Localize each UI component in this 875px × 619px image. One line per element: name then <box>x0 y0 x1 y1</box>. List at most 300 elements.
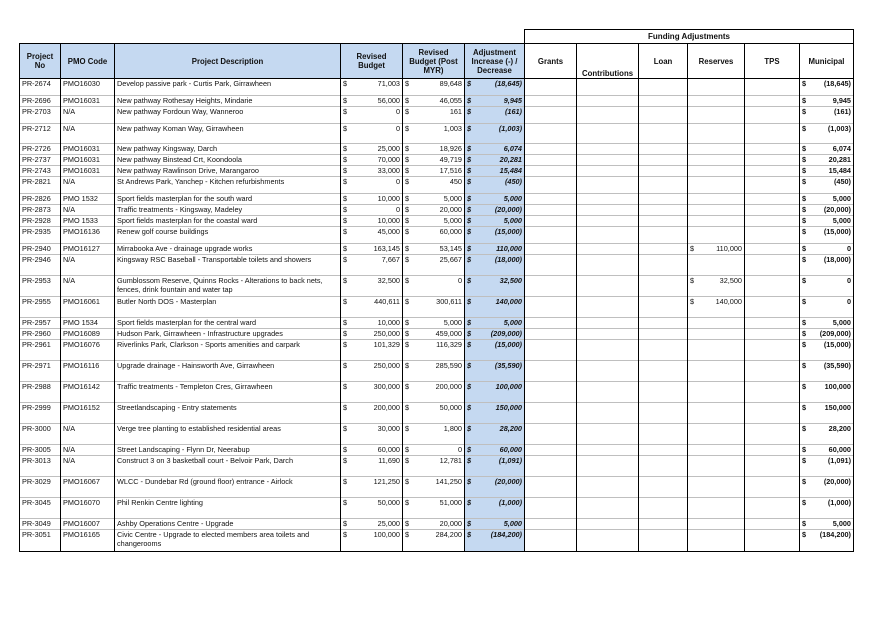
header-description: Project Description <box>115 44 341 79</box>
project-no-cell: PR-2955 <box>20 297 61 318</box>
municipal-cell <box>800 177 854 194</box>
municipal-cell <box>800 340 854 361</box>
contributions-cell <box>577 382 639 403</box>
funding-adjustments-header: Funding Adjustments <box>525 30 854 44</box>
amount: 116,329 <box>436 340 462 349</box>
description-cell: Traffic treatments - Kingsway, Madeley <box>115 205 341 216</box>
currency-symbol: $ <box>343 361 348 370</box>
amount: 15,484 <box>828 166 851 175</box>
amount: 60,000 <box>439 227 462 236</box>
table-row <box>20 177 854 194</box>
description-cell: WLCC - Dundebar Rd (ground floor) entrance - Airlock <box>115 477 341 498</box>
municipal-cell <box>800 297 854 318</box>
reserves-cell <box>688 155 745 166</box>
currency-symbol: $ <box>343 329 348 338</box>
currency-symbol: $ <box>343 530 348 539</box>
revised-budget-cell <box>341 329 403 340</box>
amount: (1,091) <box>498 456 522 465</box>
adjustment-cell <box>465 382 525 403</box>
amount: 121,250 <box>373 477 400 486</box>
pmo-code-cell: PMO16031 <box>61 96 115 107</box>
revised-post-cell <box>403 205 465 216</box>
municipal-cell <box>800 403 854 424</box>
currency-symbol: $ <box>802 255 807 264</box>
amount: 46,055 <box>439 96 462 105</box>
reserves-cell <box>688 403 745 424</box>
contributions-cell <box>577 329 639 340</box>
adjustment-cell <box>465 498 525 519</box>
municipal-cell <box>800 155 854 166</box>
currency-symbol: $ <box>343 227 348 236</box>
table-row <box>20 205 854 216</box>
revised-post-cell <box>403 456 465 477</box>
loan-cell <box>639 124 688 144</box>
currency-symbol: $ <box>802 361 807 370</box>
currency-symbol: $ <box>343 194 348 203</box>
pmo-code-cell: PMO16031 <box>61 155 115 166</box>
amount: 200,000 <box>435 382 462 391</box>
currency-symbol: $ <box>405 456 410 465</box>
amount: (18,000) <box>494 255 522 264</box>
adjustment-cell <box>465 361 525 382</box>
amount: 60,000 <box>377 445 400 454</box>
revised-post-cell <box>403 530 465 552</box>
loan-cell <box>639 194 688 205</box>
description-cell: Hudson Park, Girrawheen - Infrastructure upgrades <box>115 329 341 340</box>
amount: 20,281 <box>828 155 851 164</box>
pmo-code-cell: PMO 1534 <box>61 318 115 329</box>
table-body <box>20 79 854 552</box>
grants-cell <box>525 227 577 244</box>
pmo-code-cell: PMO16116 <box>61 361 115 382</box>
currency-symbol: $ <box>467 498 472 507</box>
amount: 163,145 <box>373 244 400 253</box>
currency-symbol: $ <box>405 227 410 236</box>
reserves-cell <box>688 530 745 552</box>
grants-cell <box>525 194 577 205</box>
municipal-cell <box>800 329 854 340</box>
adjustment-cell <box>465 227 525 244</box>
currency-symbol: $ <box>467 107 472 116</box>
tps-cell <box>745 361 800 382</box>
currency-symbol: $ <box>467 329 472 338</box>
adjustment-cell <box>465 216 525 227</box>
funding-adjustments-table <box>19 29 854 552</box>
reserves-cell <box>688 276 745 297</box>
project-no-cell: PR-2712 <box>20 124 61 144</box>
amount: 9,945 <box>832 96 851 105</box>
municipal-cell <box>800 519 854 530</box>
tps-cell <box>745 456 800 477</box>
currency-symbol: $ <box>405 79 410 88</box>
amount: (15,000) <box>823 227 851 236</box>
currency-symbol: $ <box>343 340 348 349</box>
amount: (1,091) <box>827 456 851 465</box>
column-header-row <box>20 44 854 79</box>
pmo-code-cell: PMO16076 <box>61 340 115 361</box>
reserves-cell <box>688 96 745 107</box>
revised-post-cell <box>403 166 465 177</box>
currency-symbol: $ <box>405 124 410 133</box>
amount: 300,000 <box>373 382 400 391</box>
currency-symbol: $ <box>802 456 807 465</box>
revised-budget-cell <box>341 318 403 329</box>
tps-cell <box>745 255 800 276</box>
revised-budget-cell <box>341 227 403 244</box>
amount: 200,000 <box>373 403 400 412</box>
description-cell: Renew golf course buildings <box>115 227 341 244</box>
contributions-cell <box>577 403 639 424</box>
amount: 5,000 <box>443 318 462 327</box>
description-cell: New pathway Binstead Crt, Koondoola <box>115 155 341 166</box>
contributions-cell <box>577 194 639 205</box>
reserves-cell <box>688 244 745 255</box>
pmo-code-cell: N/A <box>61 424 115 445</box>
amount: (20,000) <box>823 205 851 214</box>
reserves-cell <box>688 329 745 340</box>
amount: 60,000 <box>828 445 851 454</box>
amount: 33,000 <box>377 166 400 175</box>
contributions-cell <box>577 107 639 124</box>
currency-symbol: $ <box>467 382 472 391</box>
revised-post-cell <box>403 79 465 96</box>
currency-symbol: $ <box>405 155 410 164</box>
table-row <box>20 361 854 382</box>
amount: (184,200) <box>819 530 851 539</box>
adjustment-cell <box>465 456 525 477</box>
pmo-code-cell: PMO16007 <box>61 519 115 530</box>
amount: 10,000 <box>377 318 400 327</box>
currency-symbol: $ <box>343 318 348 327</box>
reserves-cell <box>688 216 745 227</box>
description-cell: Sport fields masterplan for the south ward <box>115 194 341 205</box>
tps-cell <box>745 530 800 552</box>
contributions-cell <box>577 244 639 255</box>
adjustment-cell <box>465 297 525 318</box>
loan-cell <box>639 177 688 194</box>
currency-symbol: $ <box>405 445 410 454</box>
adjustment-cell <box>465 445 525 456</box>
amount: (161) <box>504 107 522 116</box>
grants-cell <box>525 177 577 194</box>
currency-symbol: $ <box>802 276 807 285</box>
grants-cell <box>525 340 577 361</box>
loan-cell <box>639 340 688 361</box>
currency-symbol: $ <box>343 382 348 391</box>
description-cell: Ashby Operations Centre - Upgrade <box>115 519 341 530</box>
tps-cell <box>745 244 800 255</box>
currency-symbol: $ <box>802 519 807 528</box>
currency-symbol: $ <box>802 424 807 433</box>
grants-cell <box>525 96 577 107</box>
amount: 53,145 <box>439 244 462 253</box>
table-row <box>20 155 854 166</box>
tps-cell <box>745 498 800 519</box>
currency-symbol: $ <box>343 424 348 433</box>
amount: 459,000 <box>435 329 462 338</box>
amount: 20,281 <box>499 155 522 164</box>
description-cell: New pathway Rothesay Heights, Mindarie <box>115 96 341 107</box>
adjustment-cell <box>465 424 525 445</box>
amount: 25,000 <box>377 144 400 153</box>
amount: (18,645) <box>823 79 851 88</box>
tps-cell <box>745 124 800 144</box>
revised-post-cell <box>403 276 465 297</box>
amount: 18,926 <box>439 144 462 153</box>
amount: 56,000 <box>377 96 400 105</box>
reserves-cell <box>688 297 745 318</box>
currency-symbol: $ <box>343 519 348 528</box>
currency-symbol: $ <box>802 205 807 214</box>
revised-budget-cell <box>341 177 403 194</box>
project-no-cell: PR-2674 <box>20 79 61 96</box>
loan-cell <box>639 318 688 329</box>
amount: 15,484 <box>499 166 522 175</box>
description-cell: Sport fields masterplan for the central ward <box>115 318 341 329</box>
adjustment-cell <box>465 177 525 194</box>
municipal-cell <box>800 166 854 177</box>
amount: 7,667 <box>381 255 400 264</box>
currency-symbol: $ <box>405 318 410 327</box>
amount: 89,648 <box>439 79 462 88</box>
amount: 12,781 <box>439 456 462 465</box>
project-no-cell: PR-2696 <box>20 96 61 107</box>
project-no-cell: PR-3013 <box>20 456 61 477</box>
adjustment-cell <box>465 96 525 107</box>
adjustment-cell <box>465 329 525 340</box>
amount: 440,611 <box>374 297 400 306</box>
description-cell: Kingsway RSC Baseball - Transportable toilets and showers <box>115 255 341 276</box>
project-no-cell: PR-2940 <box>20 244 61 255</box>
contributions-cell <box>577 340 639 361</box>
project-no-cell: PR-2960 <box>20 329 61 340</box>
municipal-cell <box>800 382 854 403</box>
amount: 50,000 <box>377 498 400 507</box>
description-cell: Construct 3 on 3 basketball court - Belvoir Park, Darch <box>115 456 341 477</box>
amount: 0 <box>395 177 400 186</box>
currency-symbol: $ <box>467 519 472 528</box>
currency-symbol: $ <box>405 216 410 225</box>
amount: (18,645) <box>494 79 522 88</box>
tps-cell <box>745 216 800 227</box>
currency-symbol: $ <box>343 456 348 465</box>
header-adjustment: Adjustment Increase (-) / Decrease <box>465 44 525 79</box>
currency-symbol: $ <box>343 107 348 116</box>
grants-cell <box>525 318 577 329</box>
amount: 0 <box>457 445 462 454</box>
revised-post-cell <box>403 244 465 255</box>
description-cell: New pathway Rawlinson Drive, Marangaroo <box>115 166 341 177</box>
loan-cell <box>639 477 688 498</box>
adjustment-cell <box>465 530 525 552</box>
amount: (1,000) <box>827 498 851 507</box>
amount: (35,590) <box>823 361 851 370</box>
project-no-cell: PR-3029 <box>20 477 61 498</box>
currency-symbol: $ <box>343 244 348 253</box>
tps-cell <box>745 205 800 216</box>
tps-cell <box>745 79 800 96</box>
currency-symbol: $ <box>343 498 348 507</box>
currency-symbol: $ <box>802 216 807 225</box>
amount: 32,500 <box>719 276 742 285</box>
header-tps: TPS <box>745 44 800 79</box>
contributions-cell <box>577 318 639 329</box>
grants-cell <box>525 477 577 498</box>
municipal-cell <box>800 79 854 96</box>
description-cell: Sport fields masterplan for the coastal ward <box>115 216 341 227</box>
header-grants: Grants <box>525 44 577 79</box>
amount: 20,000 <box>439 205 462 214</box>
table-row <box>20 519 854 530</box>
amount: 250,000 <box>373 361 400 370</box>
revised-post-cell <box>403 477 465 498</box>
tps-cell <box>745 329 800 340</box>
amount: 0 <box>846 276 851 285</box>
municipal-cell <box>800 227 854 244</box>
adjustment-cell <box>465 107 525 124</box>
adjustment-cell <box>465 79 525 96</box>
currency-symbol: $ <box>802 177 807 186</box>
currency-symbol: $ <box>802 477 807 486</box>
revised-budget-cell <box>341 530 403 552</box>
project-no-cell: PR-2873 <box>20 205 61 216</box>
grants-cell <box>525 456 577 477</box>
amount: 140,000 <box>495 297 522 306</box>
revised-post-cell <box>403 96 465 107</box>
amount: 6,074 <box>832 144 851 153</box>
header-pmo-code: PMO Code <box>61 44 115 79</box>
amount: (209,000) <box>819 329 851 338</box>
municipal-cell <box>800 445 854 456</box>
pmo-code-cell: PMO16061 <box>61 297 115 318</box>
amount: 32,500 <box>499 276 522 285</box>
currency-symbol: $ <box>467 166 472 175</box>
currency-symbol: $ <box>343 477 348 486</box>
amount: 25,000 <box>377 519 400 528</box>
contributions-cell <box>577 166 639 177</box>
revised-budget-cell <box>341 477 403 498</box>
currency-symbol: $ <box>467 155 472 164</box>
grants-cell <box>525 244 577 255</box>
municipal-cell <box>800 216 854 227</box>
tps-cell <box>745 166 800 177</box>
header-municipal: Municipal <box>800 44 854 79</box>
amount: 17,516 <box>439 166 462 175</box>
currency-symbol: $ <box>802 96 807 105</box>
loan-cell <box>639 216 688 227</box>
currency-symbol: $ <box>405 498 410 507</box>
loan-cell <box>639 255 688 276</box>
contributions-cell <box>577 255 639 276</box>
tps-cell <box>745 445 800 456</box>
adjustment-cell <box>465 477 525 498</box>
tps-cell <box>745 318 800 329</box>
amount: (20,000) <box>823 477 851 486</box>
currency-symbol: $ <box>467 177 472 186</box>
reserves-cell <box>688 79 745 96</box>
amount: (15,000) <box>494 340 522 349</box>
revised-post-cell <box>403 340 465 361</box>
currency-symbol: $ <box>467 276 472 285</box>
revised-budget-cell <box>341 244 403 255</box>
amount: 50,000 <box>439 403 462 412</box>
currency-symbol: $ <box>467 227 472 236</box>
grants-cell <box>525 403 577 424</box>
currency-symbol: $ <box>405 519 410 528</box>
currency-symbol: $ <box>343 445 348 454</box>
loan-cell <box>639 276 688 297</box>
loan-cell <box>639 297 688 318</box>
amount: 0 <box>395 205 400 214</box>
description-cell: Verge tree planting to established residential areas <box>115 424 341 445</box>
currency-symbol: $ <box>802 166 807 175</box>
project-no-cell: PR-3045 <box>20 498 61 519</box>
currency-symbol: $ <box>405 403 410 412</box>
description-cell: Street Landscaping - Flynn Dr, Neerabup <box>115 445 341 456</box>
currency-symbol: $ <box>405 530 410 539</box>
contributions-cell <box>577 177 639 194</box>
project-no-cell: PR-3049 <box>20 519 61 530</box>
currency-symbol: $ <box>802 445 807 454</box>
amount: 100,000 <box>373 530 400 539</box>
reserves-cell <box>688 445 745 456</box>
table-row <box>20 276 854 297</box>
amount: 284,200 <box>435 530 462 539</box>
currency-symbol: $ <box>690 276 695 285</box>
currency-symbol: $ <box>802 79 807 88</box>
amount: (450) <box>833 177 851 186</box>
municipal-cell <box>800 96 854 107</box>
contributions-cell <box>577 144 639 155</box>
tps-cell <box>745 155 800 166</box>
tps-cell <box>745 477 800 498</box>
adjustment-cell <box>465 166 525 177</box>
contributions-cell <box>577 155 639 166</box>
pmo-code-cell: PMO 1532 <box>61 194 115 205</box>
amount: 140,000 <box>715 297 742 306</box>
currency-symbol: $ <box>802 329 807 338</box>
currency-symbol: $ <box>343 205 348 214</box>
loan-cell <box>639 382 688 403</box>
loan-cell <box>639 79 688 96</box>
grants-cell <box>525 155 577 166</box>
currency-symbol: $ <box>405 276 410 285</box>
revised-budget-cell <box>341 107 403 124</box>
amount: 161 <box>449 107 462 116</box>
pmo-code-cell: PMO16165 <box>61 530 115 552</box>
amount: 450 <box>449 177 462 186</box>
revised-post-cell <box>403 155 465 166</box>
description-cell: Phil Renkin Centre lighting <box>115 498 341 519</box>
amount: (15,000) <box>823 340 851 349</box>
loan-cell <box>639 227 688 244</box>
tps-cell <box>745 297 800 318</box>
amount: 5,000 <box>443 216 462 225</box>
municipal-cell <box>800 255 854 276</box>
adjustment-cell <box>465 144 525 155</box>
grants-cell <box>525 424 577 445</box>
amount: (161) <box>833 107 851 116</box>
amount: 5,000 <box>832 194 851 203</box>
currency-symbol: $ <box>467 255 472 264</box>
adjustment-cell <box>465 318 525 329</box>
pmo-code-cell: PMO16070 <box>61 498 115 519</box>
table-row <box>20 79 854 96</box>
municipal-cell <box>800 244 854 255</box>
tps-cell <box>745 177 800 194</box>
table-row <box>20 340 854 361</box>
amount: (35,590) <box>494 361 522 370</box>
